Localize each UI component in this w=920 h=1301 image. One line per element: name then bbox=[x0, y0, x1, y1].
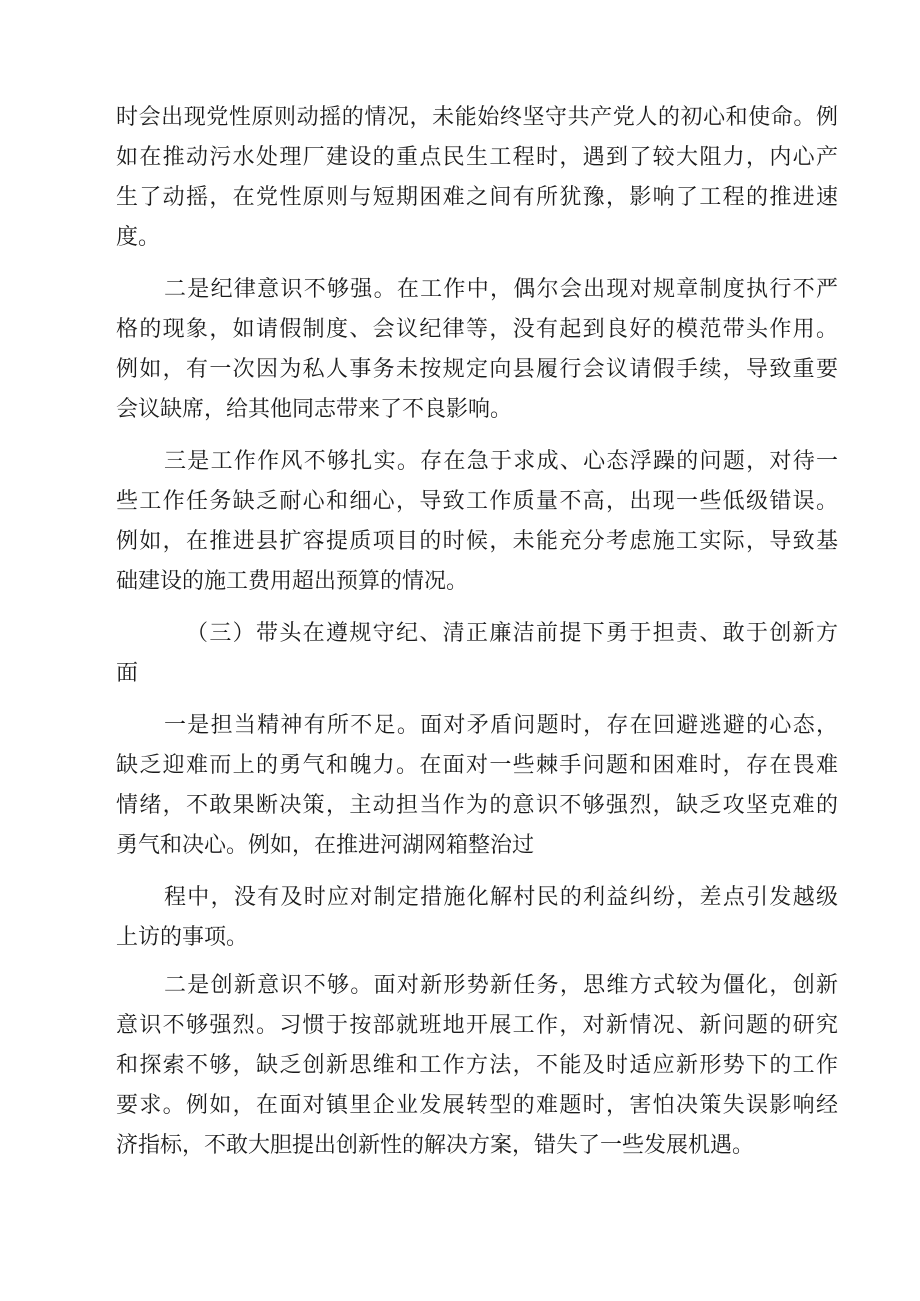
text-line: 要求。例如，在面对镇里企业发展转型的难题时，害怕决策失误影响经 bbox=[116, 1093, 838, 1118]
text-line: 勇气和决心。例如，在推进河湖网箱整治过 bbox=[116, 833, 535, 858]
text-line: 如在推动污水处理厂建设的重点民生工程时，遇到了较大阻力，内心产 bbox=[116, 145, 838, 170]
text-line: 度。 bbox=[116, 225, 161, 250]
text-line: 三是工作作风不够扎实。存在急于求成、心态浮躁的问题，对待一 bbox=[164, 449, 838, 474]
heading-line: 面 bbox=[116, 661, 139, 686]
text-line: 础建设的施工费用超出预算的情况。 bbox=[116, 569, 469, 594]
text-line: 一是担当精神有所不足。面对矛盾问题时，存在回避逃避的心态， bbox=[164, 713, 838, 738]
text-line: 济指标，不敢大胆提出创新性的解决方案，错失了一些发展机遇。 bbox=[116, 1133, 755, 1158]
text-line: 格的现象，如请假制度、会议纪律等，没有起到良好的模范带头作用。 bbox=[116, 317, 838, 342]
text-line: 缺乏迎难而上的勇气和魄力。在面对一些棘手问题和困难时，存在畏难 bbox=[116, 753, 838, 778]
text-line: 生了动摇，在党性原则与短期困难之间有所犹豫，影响了工程的推进速 bbox=[116, 185, 838, 210]
text-line: 例如，有一次因为私人事务未按规定向县履行会议请假手续，导致重要 bbox=[116, 357, 838, 382]
text-line: 会议缺席，给其他同志带来了不良影响。 bbox=[116, 397, 513, 422]
text-line: 例如，在推进县扩容提质项目的时候，未能充分考虑施工实际，导致基 bbox=[116, 529, 838, 554]
text-line: 意识不够强烈。习惯于按部就班地开展工作，对新情况、新问题的研究 bbox=[116, 1013, 838, 1038]
text-line: 情绪，不敢果断决策，主动担当作为的意识不够强烈，缺乏攻坚克难的 bbox=[116, 793, 838, 818]
text-line: 时会出现党性原则动摇的情况，未能始终坚守共产党人的初心和使命。例 bbox=[116, 105, 838, 130]
heading-line: （三）带头在遵规守纪、清正廉洁前提下勇于担责、敢于创新方 bbox=[186, 621, 838, 646]
text-line: 二是创新意识不够。面对新形势新任务，思维方式较为僵化，创新 bbox=[164, 973, 838, 998]
text-line: 些工作任务缺乏耐心和细心，导致工作质量不高，出现一些低级错误。 bbox=[116, 489, 838, 514]
text-line: 上访的事项。 bbox=[116, 925, 249, 950]
text-line: 程中，没有及时应对制定措施化解村民的利益纠纷，差点引发越级 bbox=[164, 885, 838, 910]
text-line: 和探索不够，缺乏创新思维和工作方法，不能及时适应新形势下的工作 bbox=[116, 1053, 838, 1078]
text-line: 二是纪律意识不够强。在工作中，偶尔会出现对规章制度执行不严 bbox=[164, 277, 838, 302]
